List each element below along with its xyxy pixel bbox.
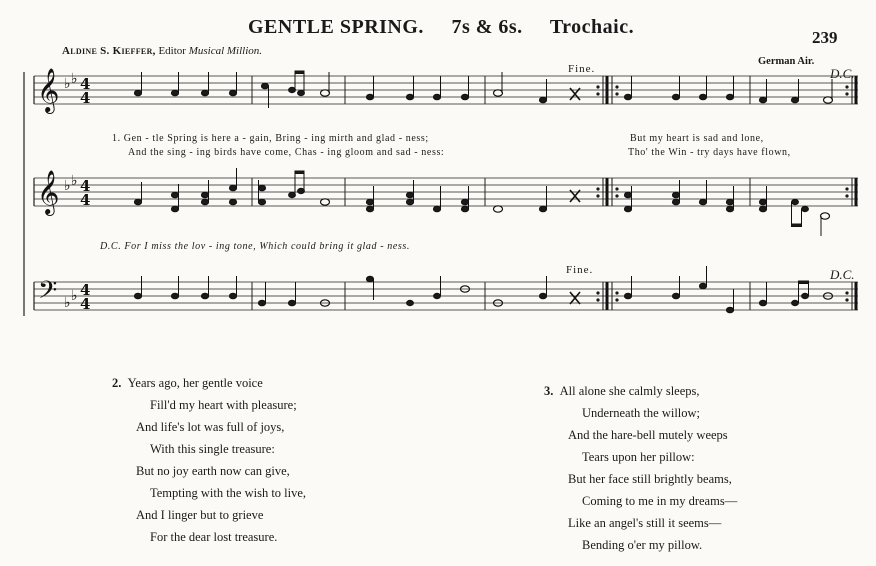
fine-marking-bass: Fine.: [566, 264, 594, 276]
hymn-style: Trochaic.: [549, 16, 635, 38]
flat-icon: ♭: [71, 71, 78, 87]
hymn-meter: 7s & 6s.: [451, 16, 523, 38]
time-signature: 4: [80, 89, 91, 107]
verse-line: All alone she calmly sleeps,: [559, 384, 700, 398]
flat-icon: ♭: [64, 178, 71, 194]
flat-icon: ♭: [64, 295, 71, 311]
repeat-barlines: [603, 76, 856, 310]
lyric-line-2: And the sing - ing birds have come, Chas - ing gloom and sad - ness:: [128, 147, 445, 158]
repeat-dots: [596, 85, 848, 301]
dc-marking-top: D.C.: [830, 66, 855, 81]
time-signature: 4: [80, 177, 91, 195]
verse-line: And life's lot was full of joys,: [136, 420, 285, 434]
editor-name: Aldine S. Kieffer,: [62, 45, 156, 57]
verse-line: Underneath the willow;: [582, 406, 701, 420]
verse-line: But her face still brightly beams,: [568, 472, 732, 486]
editor-role: Editor: [155, 45, 189, 57]
verse-line: And I linger but to grieve: [136, 508, 264, 522]
melody-notes: [134, 71, 832, 108]
lyric-line-1-refrain: But my heart is sad and lone,: [630, 133, 764, 144]
flat-icon: ♭: [64, 76, 71, 92]
lyric-line-1: 1. Gen - tle Spring is here a - gain, Bring - ing mirth and glad - ness;: [112, 133, 429, 144]
time-signature: 4: [80, 281, 91, 299]
verse-line: And the hare-bell mutely weeps: [568, 428, 728, 442]
time-signature: 4: [80, 75, 91, 93]
verse-line: Years ago, her gentle voice: [127, 376, 263, 390]
tune-source: German Air.: [758, 56, 815, 67]
time-signature: 4: [80, 191, 91, 209]
flat-icon: ♭: [71, 173, 78, 189]
treble-clef-icon: 𝄞: [37, 68, 60, 112]
verse-line: But no joy earth now can give,: [136, 464, 290, 478]
lyric-line-2-refrain: Tho' the Win - try days have flown,: [628, 147, 791, 158]
verse-3: [544, 380, 737, 556]
bass-clef-icon: 𝄢: [38, 276, 58, 311]
staff-lines: [34, 76, 858, 310]
time-signature: 4: [80, 295, 91, 313]
hymn-title: GENTLE SPRING.: [248, 16, 424, 38]
verse-line: With this single treasure:: [150, 442, 275, 456]
dc-marking-bass: D.C.: [830, 267, 855, 282]
verse-line: For the dear lost treasure.: [150, 530, 278, 544]
verse-line: Like an angel's still it seems—: [568, 516, 722, 530]
verse-line: Tears upon her pillow:: [582, 450, 695, 464]
treble-clef-icon: 𝄞: [37, 170, 60, 214]
lyric-line-dc: D.C. For I miss the lov - ing tone, Which could bring it glad - ness.: [100, 241, 410, 252]
flat-icon: ♭: [71, 288, 78, 304]
verse-line: Coming to me in my dreams—: [582, 494, 738, 508]
page-number: 239: [812, 28, 838, 47]
bass-notes: [134, 266, 832, 313]
verse-line: Tempting with the wish to live,: [150, 486, 307, 500]
verse-number: 2.: [112, 376, 122, 390]
verse-2: [112, 372, 306, 548]
verse-number: 3.: [544, 384, 554, 398]
verse-line: Fill'd my heart with pleasure;: [150, 398, 297, 412]
verse-line: Bending o'er my pillow.: [582, 538, 703, 552]
editor-journal: Musical Million.: [188, 45, 263, 57]
fine-marking-top: Fine.: [568, 63, 596, 75]
